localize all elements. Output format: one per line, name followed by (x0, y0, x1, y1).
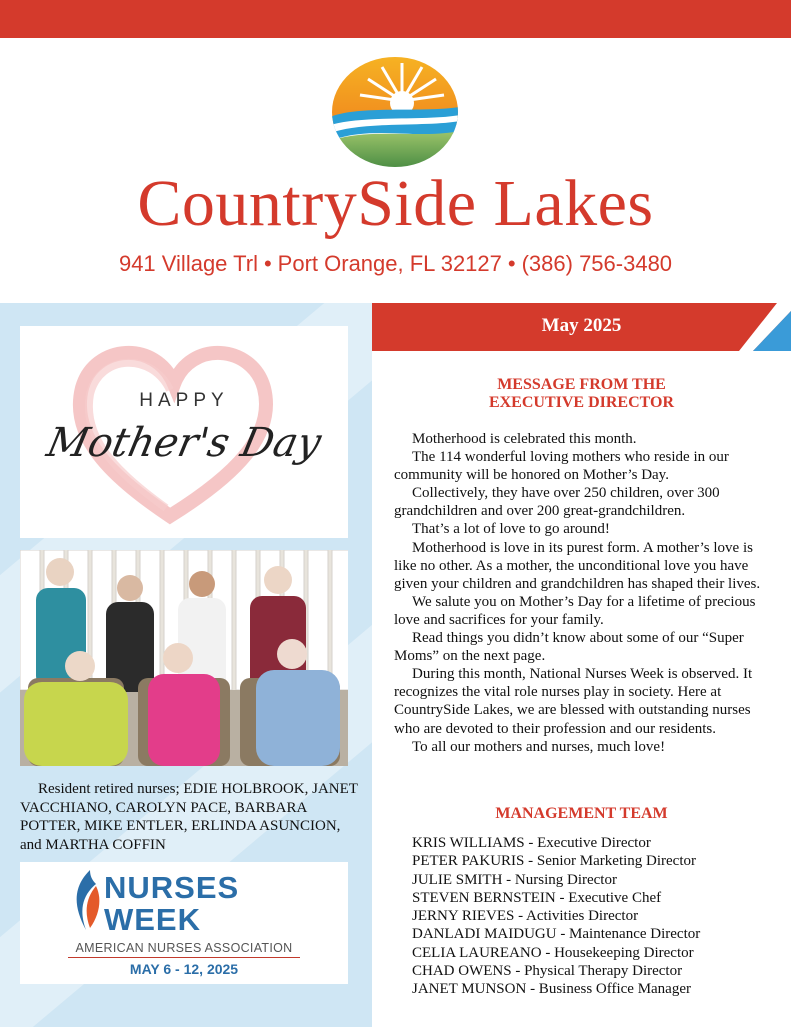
nurses-week-dates: MAY 6 - 12, 2025 (129, 961, 239, 977)
flame-icon (70, 868, 102, 932)
message-paragraph: Motherhood is love in its purest form. A mother’s love is like no other. As a mother, the unconditional love you have given your children and grandchildren has shaped their lives. (394, 539, 761, 592)
management-item: PETER PAKURIS - Senior Marketing Director (412, 853, 697, 870)
group-photo-image (20, 550, 348, 766)
phone-number[interactable]: (386) 756-3480 (521, 251, 673, 276)
street-address: 941 Village Trl (118, 251, 258, 276)
message-heading-line2: EXECUTIVE DIRECTOR (488, 394, 675, 411)
management-item: JERNY RIEVES - Activities Director (412, 908, 639, 925)
management-item: JANET MUNSON - Business Office Manager (412, 981, 691, 998)
issue-banner (372, 303, 791, 351)
message-paragraph: That’s a lot of love to go around! (412, 521, 610, 538)
management-item: CHAD OWENS - Physical Therapy Director (412, 963, 683, 980)
happy-text: HAPPY (139, 390, 229, 411)
message-paragraph: Read things you didn’t know about some of our “Super Moms” on the next page. (394, 630, 744, 665)
city-state-zip: Port Orange, FL 32127 (277, 251, 502, 276)
photo-caption: Resident retired nurses; EDIE HOLBROOK, JANET VACCHIANO, CAROLYN PACE, BARBARA POTTER, MIKE ENTLER, ERLINDA ASUNCION, and MARTHA COFFIN (20, 781, 358, 853)
nurses-week-title (104, 872, 239, 936)
page-title: CountrySide Lakes (137, 167, 654, 240)
separator: • (507, 251, 516, 276)
management-item: DANLADI MAIDUGU - Maintenance Director (412, 926, 701, 943)
nurses-week-card (20, 862, 348, 984)
management-item: JULIE SMITH - Nursing Director (412, 871, 617, 888)
management-item: STEVEN BERNSTEIN - Executive Chef (412, 889, 662, 906)
top-red-bar (0, 0, 791, 38)
message-paragraph: During this month, National Nurses Week is observed. It recognizes the vital role nurses play in society. Here at CountrySide Lakes, we are blessed with outstanding nurses who are devoted to their profession and our residents. (394, 666, 753, 737)
divider (68, 957, 300, 958)
message-heading-line1: MESSAGE FROM THE (497, 376, 666, 393)
separator: • (263, 251, 272, 276)
message-paragraph: Motherhood is celebrated this month. (412, 431, 637, 447)
management-item: KRIS WILLIAMS - Executive Director (412, 835, 651, 851)
management-heading: MANAGEMENT TEAM (495, 805, 668, 822)
message-paragraph: The 114 wonderful loving mothers who reside in our community will be honored on Mother’s Day. (394, 449, 729, 484)
issue-date: May 2025 (541, 315, 622, 336)
message-paragraph: Collectively, they have over 250 children, over 300 grandchildren and over 200 great-grandchildren. (394, 485, 720, 520)
sun-lake-logo-icon (330, 55, 460, 167)
message-paragraph: We salute you on Mother’s Day for a lifetime of precious love and sacrifices for your family. (394, 593, 756, 628)
management-list (412, 834, 782, 999)
message-heading (372, 376, 791, 412)
mothers-day-script: Mother's Day (42, 420, 326, 466)
director-message (394, 430, 779, 756)
mothers-day-card (20, 326, 348, 538)
management-item: CELIA LAUREANO - Housekeeping Director (412, 944, 694, 961)
address-line (0, 250, 791, 278)
message-paragraph: To all our mothers and nurses, much love! (412, 738, 666, 755)
association-name: AMERICAN NURSES ASSOCIATION (75, 941, 293, 955)
nurses-group-photo (20, 550, 348, 766)
week-word: WEEK (104, 902, 201, 937)
nurses-word: NURSES (104, 870, 240, 905)
